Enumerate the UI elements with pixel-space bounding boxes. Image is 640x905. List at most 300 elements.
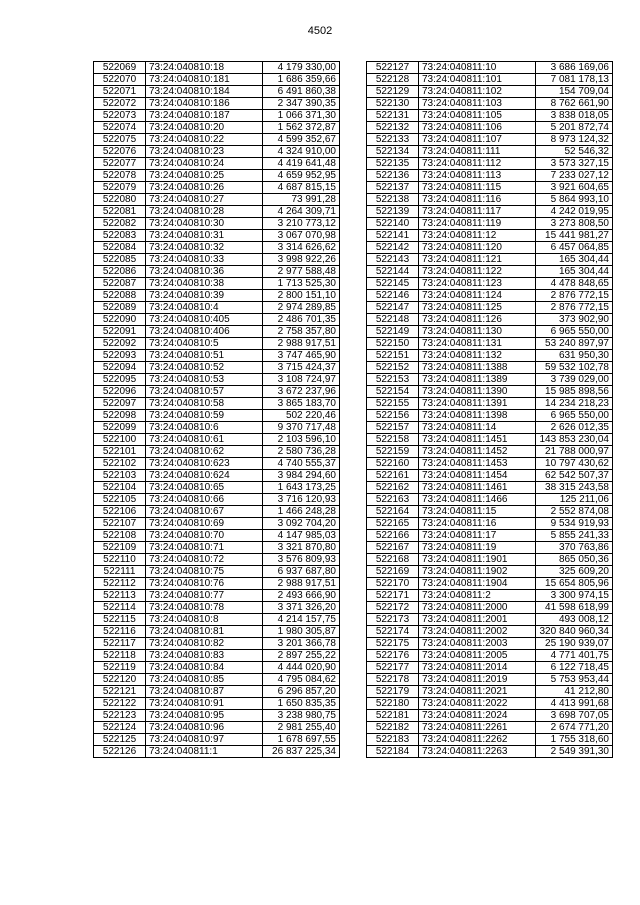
cadastral-table-left — [93, 61, 340, 758]
record-number-cell: 522172 — [367, 602, 419, 614]
cadastral-number-cell: 73:24:040810:91 — [146, 698, 263, 710]
cadastral-number-cell: 73:24:040811:12 — [419, 230, 536, 242]
record-number-cell: 522122 — [94, 698, 146, 710]
value-cell: 2 493 666,90 — [263, 590, 340, 602]
table-row — [367, 746, 613, 758]
table-row — [367, 482, 613, 494]
record-number-cell: 522166 — [367, 530, 419, 542]
value-cell: 865 050,36 — [536, 554, 613, 566]
table-row — [367, 602, 613, 614]
record-number-cell: 522087 — [94, 278, 146, 290]
table-row — [94, 566, 340, 578]
value-cell: 631 950,30 — [536, 350, 613, 362]
cadastral-number-cell: 73:24:040810:71 — [146, 542, 263, 554]
record-number-cell: 522132 — [367, 122, 419, 134]
record-number-cell: 522168 — [367, 554, 419, 566]
cadastral-number-cell: 73:24:040810:83 — [146, 650, 263, 662]
record-number-cell: 522108 — [94, 530, 146, 542]
cadastral-number-cell: 73:24:040811:101 — [419, 74, 536, 86]
record-number-cell: 522070 — [94, 74, 146, 86]
cadastral-number-cell: 73:24:040811:17 — [419, 530, 536, 542]
value-cell: 2 674 771,20 — [536, 722, 613, 734]
cadastral-number-cell: 73:24:040811:10 — [419, 62, 536, 74]
value-cell: 2 626 012,35 — [536, 422, 613, 434]
cadastral-number-cell: 73:24:040811:1466 — [419, 494, 536, 506]
value-cell: 59 532 102,78 — [536, 362, 613, 374]
table-row — [94, 218, 340, 230]
value-cell: 3 921 604,65 — [536, 182, 613, 194]
cadastral-number-cell: 73:24:040811:2 — [419, 590, 536, 602]
value-cell: 4 771 401,75 — [536, 650, 613, 662]
table-row — [94, 518, 340, 530]
value-cell: 52 546,32 — [536, 146, 613, 158]
table-row — [94, 314, 340, 326]
table-row — [94, 302, 340, 314]
cadastral-number-cell: 73:24:040810:76 — [146, 578, 263, 590]
record-number-cell: 522095 — [94, 374, 146, 386]
table-row — [367, 410, 613, 422]
value-cell: 2 486 701,35 — [263, 314, 340, 326]
table-row — [367, 626, 613, 638]
value-cell: 4 444 020,90 — [263, 662, 340, 674]
cadastral-number-cell: 73:24:040811:1902 — [419, 566, 536, 578]
cadastral-number-cell: 73:24:040810:62 — [146, 446, 263, 458]
value-cell: 2 876 772,15 — [536, 290, 613, 302]
cadastral-number-cell: 73:24:040810:406 — [146, 326, 263, 338]
cadastral-number-cell: 73:24:040811:1451 — [419, 434, 536, 446]
table-row — [94, 422, 340, 434]
table-row — [367, 650, 613, 662]
page-number: 4502 — [307, 25, 333, 37]
table-row — [94, 626, 340, 638]
cadastral-number-cell: 73:24:040810:69 — [146, 518, 263, 530]
table-row — [367, 350, 613, 362]
table-row — [94, 470, 340, 482]
record-number-cell: 522169 — [367, 566, 419, 578]
table-row — [367, 542, 613, 554]
value-cell: 15 654 805,96 — [536, 578, 613, 590]
value-cell: 25 190 939,07 — [536, 638, 613, 650]
record-number-cell: 522117 — [94, 638, 146, 650]
value-cell: 8 973 124,32 — [536, 134, 613, 146]
table-row — [94, 506, 340, 518]
record-number-cell: 522085 — [94, 254, 146, 266]
cadastral-number-cell: 73:24:040811:2000 — [419, 602, 536, 614]
table-row — [94, 74, 340, 86]
value-cell: 4 659 952,95 — [263, 170, 340, 182]
record-number-cell: 522119 — [94, 662, 146, 674]
cadastral-number-cell: 73:24:040810:6 — [146, 422, 263, 434]
record-number-cell: 522104 — [94, 482, 146, 494]
value-cell: 4 599 352,67 — [263, 134, 340, 146]
cadastral-number-cell: 73:24:040811:124 — [419, 290, 536, 302]
cadastral-number-cell: 73:24:040811:15 — [419, 506, 536, 518]
value-cell: 2 347 390,35 — [263, 98, 340, 110]
cadastral-number-cell: 73:24:040811:2001 — [419, 614, 536, 626]
value-cell: 6 457 064,85 — [536, 242, 613, 254]
record-number-cell: 522089 — [94, 302, 146, 314]
table-row — [367, 254, 613, 266]
cadastral-number-cell: 73:24:040810:77 — [146, 590, 263, 602]
cadastral-number-cell: 73:24:040810:18 — [146, 62, 263, 74]
table-row — [94, 170, 340, 182]
cadastral-number-cell: 73:24:040811:111 — [419, 146, 536, 158]
cadastral-number-cell: 73:24:040811:2003 — [419, 638, 536, 650]
value-cell: 3 747 465,90 — [263, 350, 340, 362]
cadastral-number-cell: 73:24:040810:623 — [146, 458, 263, 470]
cadastral-number-cell: 73:24:040810:72 — [146, 554, 263, 566]
value-cell: 3 067 070,98 — [263, 230, 340, 242]
table-row — [367, 734, 613, 746]
table-row — [94, 374, 340, 386]
record-number-cell: 522073 — [94, 110, 146, 122]
record-number-cell: 522105 — [94, 494, 146, 506]
table-row — [367, 722, 613, 734]
cadastral-number-cell: 73:24:040811:132 — [419, 350, 536, 362]
record-number-cell: 522155 — [367, 398, 419, 410]
cadastral-number-cell: 73:24:040811:1388 — [419, 362, 536, 374]
cadastral-number-cell: 73:24:040810:30 — [146, 218, 263, 230]
value-cell: 2 897 255,22 — [263, 650, 340, 662]
table-row — [94, 350, 340, 362]
record-number-cell: 522141 — [367, 230, 419, 242]
table-row — [94, 86, 340, 98]
value-cell: 3 321 870,80 — [263, 542, 340, 554]
cadastral-number-cell: 73:24:040811:2024 — [419, 710, 536, 722]
table-row — [94, 674, 340, 686]
value-cell: 502 220,46 — [263, 410, 340, 422]
record-number-cell: 522096 — [94, 386, 146, 398]
cadastral-number-cell: 73:24:040810:187 — [146, 110, 263, 122]
table-row — [367, 134, 613, 146]
value-cell: 3 210 773,12 — [263, 218, 340, 230]
table-row — [94, 98, 340, 110]
table-row — [94, 338, 340, 350]
record-number-cell: 522069 — [94, 62, 146, 74]
value-cell: 41 598 618,99 — [536, 602, 613, 614]
record-number-cell: 522163 — [367, 494, 419, 506]
table-row — [94, 590, 340, 602]
value-cell: 53 240 897,97 — [536, 338, 613, 350]
table-row — [94, 230, 340, 242]
record-number-cell: 522140 — [367, 218, 419, 230]
cadastral-number-cell: 73:24:040811:2002 — [419, 626, 536, 638]
value-cell: 143 853 230,04 — [536, 434, 613, 446]
table-row — [367, 386, 613, 398]
record-number-cell: 522124 — [94, 722, 146, 734]
cadastral-number-cell: 73:24:040810:59 — [146, 410, 263, 422]
record-number-cell: 522174 — [367, 626, 419, 638]
value-cell: 3 576 809,93 — [263, 554, 340, 566]
value-cell: 4 795 084,62 — [263, 674, 340, 686]
cadastral-number-cell: 73:24:040811:1398 — [419, 410, 536, 422]
record-number-cell: 522118 — [94, 650, 146, 662]
record-number-cell: 522075 — [94, 134, 146, 146]
value-cell: 5 201 872,74 — [536, 122, 613, 134]
record-number-cell: 522115 — [94, 614, 146, 626]
value-cell: 1 643 173,25 — [263, 482, 340, 494]
table-row — [94, 206, 340, 218]
cadastral-number-cell: 73:24:040810:181 — [146, 74, 263, 86]
cadastral-number-cell: 73:24:040810:66 — [146, 494, 263, 506]
cadastral-number-cell: 73:24:040810:23 — [146, 146, 263, 158]
cadastral-number-cell: 73:24:040810:24 — [146, 158, 263, 170]
value-cell: 2 977 588,48 — [263, 266, 340, 278]
cadastral-number-cell: 73:24:040811:1901 — [419, 554, 536, 566]
cadastral-table-right — [366, 61, 613, 758]
table-row — [367, 278, 613, 290]
record-number-cell: 522107 — [94, 518, 146, 530]
record-number-cell: 522167 — [367, 542, 419, 554]
cadastral-number-cell: 73:24:040811:1 — [146, 746, 263, 758]
cadastral-number-cell: 73:24:040810:95 — [146, 710, 263, 722]
value-cell: 165 304,44 — [536, 266, 613, 278]
record-number-cell: 522094 — [94, 362, 146, 374]
value-cell: 5 864 993,10 — [536, 194, 613, 206]
record-number-cell: 522175 — [367, 638, 419, 650]
table-row — [94, 722, 340, 734]
table-row — [94, 614, 340, 626]
record-number-cell: 522150 — [367, 338, 419, 350]
table-row — [367, 458, 613, 470]
table-row — [367, 554, 613, 566]
value-cell: 125 211,06 — [536, 494, 613, 506]
cadastral-number-cell: 73:24:040811:120 — [419, 242, 536, 254]
table-row — [94, 290, 340, 302]
record-number-cell: 522071 — [94, 86, 146, 98]
table-row — [94, 662, 340, 674]
table-row — [367, 422, 613, 434]
table-row — [367, 302, 613, 314]
value-cell: 4 214 157,75 — [263, 614, 340, 626]
value-cell: 3 865 183,70 — [263, 398, 340, 410]
cadastral-number-cell: 73:24:040810:81 — [146, 626, 263, 638]
record-number-cell: 522110 — [94, 554, 146, 566]
record-number-cell: 522160 — [367, 458, 419, 470]
cadastral-number-cell: 73:24:040811:2021 — [419, 686, 536, 698]
value-cell: 3 108 724,97 — [263, 374, 340, 386]
value-cell: 8 762 661,90 — [536, 98, 613, 110]
record-number-cell: 522106 — [94, 506, 146, 518]
record-number-cell: 522130 — [367, 98, 419, 110]
value-cell: 4 324 910,00 — [263, 146, 340, 158]
table-row — [367, 110, 613, 122]
table-row — [94, 710, 340, 722]
table-row — [94, 242, 340, 254]
cadastral-number-cell: 73:24:040811:2019 — [419, 674, 536, 686]
cadastral-number-cell: 73:24:040810:624 — [146, 470, 263, 482]
record-number-cell: 522120 — [94, 674, 146, 686]
record-number-cell: 522173 — [367, 614, 419, 626]
record-number-cell: 522128 — [367, 74, 419, 86]
table-row — [94, 650, 340, 662]
table-row — [367, 446, 613, 458]
cadastral-number-cell: 73:24:040811:2261 — [419, 722, 536, 734]
cadastral-number-cell: 73:24:040810:33 — [146, 254, 263, 266]
table-row — [94, 686, 340, 698]
record-number-cell: 522121 — [94, 686, 146, 698]
record-number-cell: 522079 — [94, 182, 146, 194]
value-cell: 3 371 326,20 — [263, 602, 340, 614]
value-cell: 3 984 294,60 — [263, 470, 340, 482]
value-cell: 3 238 980,75 — [263, 710, 340, 722]
record-number-cell: 522165 — [367, 518, 419, 530]
cadastral-number-cell: 73:24:040811:116 — [419, 194, 536, 206]
record-number-cell: 522078 — [94, 170, 146, 182]
table-row — [367, 674, 613, 686]
table-row — [367, 506, 613, 518]
cadastral-number-cell: 73:24:040810:85 — [146, 674, 263, 686]
table-row — [94, 578, 340, 590]
record-number-cell: 522129 — [367, 86, 419, 98]
value-cell: 4 740 555,37 — [263, 458, 340, 470]
record-number-cell: 522080 — [94, 194, 146, 206]
table-row — [94, 158, 340, 170]
value-cell: 3 573 327,15 — [536, 158, 613, 170]
value-cell: 3 201 366,78 — [263, 638, 340, 650]
cadastral-number-cell: 73:24:040810:78 — [146, 602, 263, 614]
value-cell: 1 980 305,87 — [263, 626, 340, 638]
cadastral-number-cell: 73:24:040811:2263 — [419, 746, 536, 758]
cadastral-number-cell: 73:24:040811:1461 — [419, 482, 536, 494]
cadastral-number-cell: 73:24:040810:32 — [146, 242, 263, 254]
record-number-cell: 522144 — [367, 266, 419, 278]
table-row — [94, 434, 340, 446]
table-row — [94, 602, 340, 614]
record-number-cell: 522147 — [367, 302, 419, 314]
cadastral-number-cell: 73:24:040811:125 — [419, 302, 536, 314]
record-number-cell: 522153 — [367, 374, 419, 386]
record-number-cell: 522101 — [94, 446, 146, 458]
table-row — [94, 278, 340, 290]
cadastral-number-cell: 73:24:040811:2262 — [419, 734, 536, 746]
cadastral-number-cell: 73:24:040810:87 — [146, 686, 263, 698]
cadastral-number-cell: 73:24:040811:1452 — [419, 446, 536, 458]
record-number-cell: 522135 — [367, 158, 419, 170]
table-row — [94, 122, 340, 134]
table-row — [367, 314, 613, 326]
table-row — [367, 518, 613, 530]
cadastral-number-cell: 73:24:040810:75 — [146, 566, 263, 578]
record-number-cell: 522086 — [94, 266, 146, 278]
value-cell: 1 562 372,87 — [263, 122, 340, 134]
record-number-cell: 522131 — [367, 110, 419, 122]
cadastral-number-cell: 73:24:040810:58 — [146, 398, 263, 410]
record-number-cell: 522157 — [367, 422, 419, 434]
value-cell: 62 542 507,37 — [536, 470, 613, 482]
record-number-cell: 522081 — [94, 206, 146, 218]
table-row — [94, 254, 340, 266]
value-cell: 38 315 243,58 — [536, 482, 613, 494]
record-number-cell: 522134 — [367, 146, 419, 158]
table-row — [367, 62, 613, 74]
table-row — [367, 194, 613, 206]
record-number-cell: 522091 — [94, 326, 146, 338]
cadastral-number-cell: 73:24:040810:61 — [146, 434, 263, 446]
value-cell: 3 698 707,05 — [536, 710, 613, 722]
table-row — [367, 266, 613, 278]
table-row — [367, 434, 613, 446]
table-row — [367, 182, 613, 194]
value-cell: 6 122 718,45 — [536, 662, 613, 674]
record-number-cell: 522137 — [367, 182, 419, 194]
cadastral-number-cell: 73:24:040811:1453 — [419, 458, 536, 470]
record-number-cell: 522158 — [367, 434, 419, 446]
record-number-cell: 522099 — [94, 422, 146, 434]
record-number-cell: 522114 — [94, 602, 146, 614]
value-cell: 3 273 808,50 — [536, 218, 613, 230]
cadastral-number-cell: 73:24:040811:102 — [419, 86, 536, 98]
value-cell: 3 716 120,93 — [263, 494, 340, 506]
table-row — [367, 290, 613, 302]
cadastral-number-cell: 73:24:040811:106 — [419, 122, 536, 134]
value-cell: 4 147 985,03 — [263, 530, 340, 542]
value-cell: 3 314 626,62 — [263, 242, 340, 254]
value-cell: 6 491 860,38 — [263, 86, 340, 98]
record-number-cell: 522125 — [94, 734, 146, 746]
value-cell: 2 876 772,15 — [536, 302, 613, 314]
table-row — [94, 134, 340, 146]
table-row — [94, 398, 340, 410]
table-row — [367, 170, 613, 182]
record-number-cell: 522083 — [94, 230, 146, 242]
cadastral-number-cell: 73:24:040811:117 — [419, 206, 536, 218]
value-cell: 373 902,90 — [536, 314, 613, 326]
value-cell: 3 092 704,20 — [263, 518, 340, 530]
cadastral-number-cell: 73:24:040810:26 — [146, 182, 263, 194]
cadastral-number-cell: 73:24:040810:52 — [146, 362, 263, 374]
record-number-cell: 522090 — [94, 314, 146, 326]
table-row — [367, 158, 613, 170]
cadastral-number-cell: 73:24:040811:122 — [419, 266, 536, 278]
value-cell: 2 552 874,08 — [536, 506, 613, 518]
table-row — [94, 638, 340, 650]
table-row — [94, 746, 340, 758]
record-number-cell: 522162 — [367, 482, 419, 494]
value-cell: 3 998 922,26 — [263, 254, 340, 266]
record-number-cell: 522183 — [367, 734, 419, 746]
table-row — [94, 734, 340, 746]
value-cell: 7 233 027,12 — [536, 170, 613, 182]
cadastral-number-cell: 73:24:040810:8 — [146, 614, 263, 626]
value-cell: 2 758 357,80 — [263, 326, 340, 338]
value-cell: 15 441 981,27 — [536, 230, 613, 242]
record-number-cell: 522109 — [94, 542, 146, 554]
record-number-cell: 522112 — [94, 578, 146, 590]
record-number-cell: 522100 — [94, 434, 146, 446]
value-cell: 2 800 151,10 — [263, 290, 340, 302]
value-cell: 4 413 991,68 — [536, 698, 613, 710]
value-cell: 2 103 596,10 — [263, 434, 340, 446]
value-cell: 1 678 697,55 — [263, 734, 340, 746]
cadastral-number-cell: 73:24:040810:70 — [146, 530, 263, 542]
cadastral-number-cell: 73:24:040811:19 — [419, 542, 536, 554]
cadastral-number-cell: 73:24:040810:5 — [146, 338, 263, 350]
table-row — [367, 398, 613, 410]
record-number-cell: 522170 — [367, 578, 419, 590]
table-row — [94, 194, 340, 206]
record-number-cell: 522113 — [94, 590, 146, 602]
record-number-cell: 522184 — [367, 746, 419, 758]
table-row — [367, 698, 613, 710]
cadastral-number-cell: 73:24:040811:123 — [419, 278, 536, 290]
table-row — [367, 566, 613, 578]
table-row — [367, 374, 613, 386]
cadastral-number-cell: 73:24:040810:96 — [146, 722, 263, 734]
table-row — [367, 326, 613, 338]
record-number-cell: 522126 — [94, 746, 146, 758]
value-cell: 10 797 430,62 — [536, 458, 613, 470]
